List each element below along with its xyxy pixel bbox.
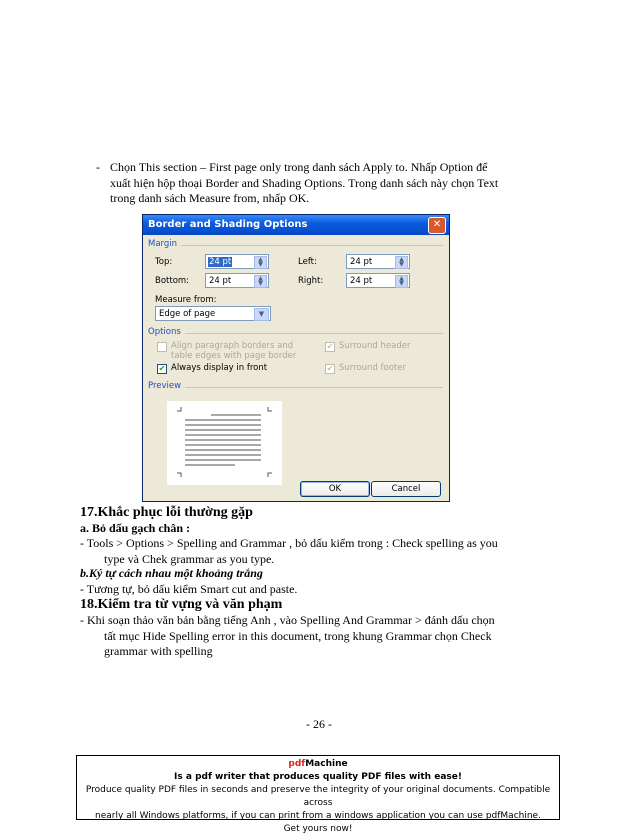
spin-arrows-icon[interactable]: ▲ ▼ (254, 275, 267, 288)
instruction-line: Chọn This section – First page only trong danh sách Apply to. Nhấp Option để (110, 160, 488, 174)
group-divider (181, 245, 443, 246)
preview-line (185, 449, 261, 451)
brand-pdf: pdf (288, 759, 306, 769)
measure-from-select[interactable] (155, 306, 271, 321)
spin-arrows-icon[interactable]: ▲ ▼ (395, 275, 408, 288)
top-label: Top: (155, 257, 173, 267)
preview-line (185, 464, 235, 466)
spin-arrows-icon[interactable]: ▲ ▼ (395, 256, 408, 269)
surround-footer-checkbox[interactable]: ✔ (326, 364, 334, 373)
instruction-line: xuất hiện hộp thoại Border and Shading Options. Trong danh sách này chọn Text (110, 175, 499, 190)
instruction-line: trong danh sách Measure from, nhấp OK. (110, 191, 310, 205)
left-label: Left: (298, 257, 317, 267)
surround-footer-label: Surround footer (339, 363, 406, 373)
section-18-body (80, 613, 500, 660)
section-18-line: grammar with spelling (104, 644, 213, 658)
footer-line: Get yours now! (283, 824, 353, 834)
page-number: - 26 - (306, 717, 332, 731)
preview-line (185, 419, 261, 421)
align-borders-label (171, 341, 296, 361)
preview-line (185, 444, 261, 446)
preview-line (185, 434, 261, 436)
align-borders-label-line: table edges with page border (171, 351, 297, 361)
left-value: 24 pt (350, 257, 373, 267)
preview-line (185, 459, 261, 461)
always-front-label: Always display in front (171, 363, 268, 373)
measure-from-label: Measure from: (155, 295, 217, 305)
preview-line (211, 414, 261, 416)
brand-machine: Machine (305, 759, 348, 769)
dialog-title: Border and Shading Options (143, 215, 449, 235)
section-17a-body (80, 536, 500, 567)
measure-from-value: Edge of page (159, 309, 216, 319)
section-17a-title: a. Bỏ dấu gạch chân : (80, 521, 191, 535)
bullet-dash: - (96, 160, 100, 174)
align-borders-label-line: Align paragraph borders and (171, 341, 294, 351)
ok-button[interactable]: OK (300, 481, 370, 497)
border-shading-dialog (142, 214, 450, 502)
page-preview (167, 401, 282, 485)
options-group-label: Options (148, 327, 181, 337)
section-18-heading: 18.Kiểm tra từ vựng và văn phạm (80, 597, 283, 612)
right-value: 24 pt (350, 276, 373, 286)
bottom-value: 24 pt (209, 276, 232, 286)
align-borders-checkbox[interactable] (157, 342, 167, 352)
margin-group-label: Margin (148, 239, 178, 249)
bottom-spinner[interactable] (205, 273, 269, 288)
section-17a-line: - Tools > Options > Spelling and Grammar , bỏ dấu kiểm trong : Check spelling as you (80, 536, 498, 550)
right-spinner[interactable] (346, 273, 410, 288)
section-17a-line: type và Chek grammar as you type. (104, 551, 275, 566)
top-value: 24 pt (209, 257, 232, 267)
section-17-heading: 17.Khắc phục lỗi thường gặp (80, 505, 253, 520)
preview-line (185, 424, 261, 426)
surround-header-label: Surround header (339, 341, 411, 351)
chevron-down-icon[interactable]: ▼ (254, 308, 269, 321)
close-icon[interactable]: ✕ (428, 217, 446, 234)
surround-header-checkbox[interactable]: ✔ (326, 342, 334, 351)
always-front-checkbox[interactable]: ✔ (158, 364, 166, 373)
right-label: Right: (298, 276, 324, 286)
footer-line: nearly all Windows platforms, if you can print from a windows application you can use pdfMachine. (95, 811, 541, 821)
footer-line: Produce quality PDF files in seconds and preserve the integrity of your original documents. Compatible across (85, 785, 551, 808)
instruction-paragraph (96, 160, 516, 207)
cancel-button[interactable]: Cancel (371, 481, 441, 497)
preview-line (185, 429, 261, 431)
section-17b-body: - Tương tự, bỏ dấu kiểm Smart cut and paste. (80, 582, 298, 596)
group-divider (185, 387, 443, 388)
preview-line (185, 439, 261, 441)
top-spinner[interactable] (205, 254, 269, 269)
footer-tagline: Is a pdf writer that produces quality PDF files with ease! (174, 772, 462, 782)
spin-arrows-icon[interactable]: ▲ ▼ (254, 256, 267, 269)
group-divider (185, 333, 443, 334)
footer-brand (77, 758, 559, 771)
left-spinner[interactable] (346, 254, 410, 269)
bottom-label: Bottom: (155, 276, 190, 286)
section-18-line: - Khi soạn thảo văn bản bằng tiếng Anh , vào Spelling And Grammar > đánh dấu chọn (80, 613, 495, 627)
section-18-line: tất mục Hide Spelling error in this document, trong khung Grammar chọn Check (104, 628, 492, 643)
pdfmachine-footer (76, 755, 560, 834)
preview-line (185, 454, 261, 456)
section-17b-title: b.Ký tự cách nhau một khoảng trắng (80, 566, 263, 580)
preview-group-label: Preview (148, 381, 182, 391)
